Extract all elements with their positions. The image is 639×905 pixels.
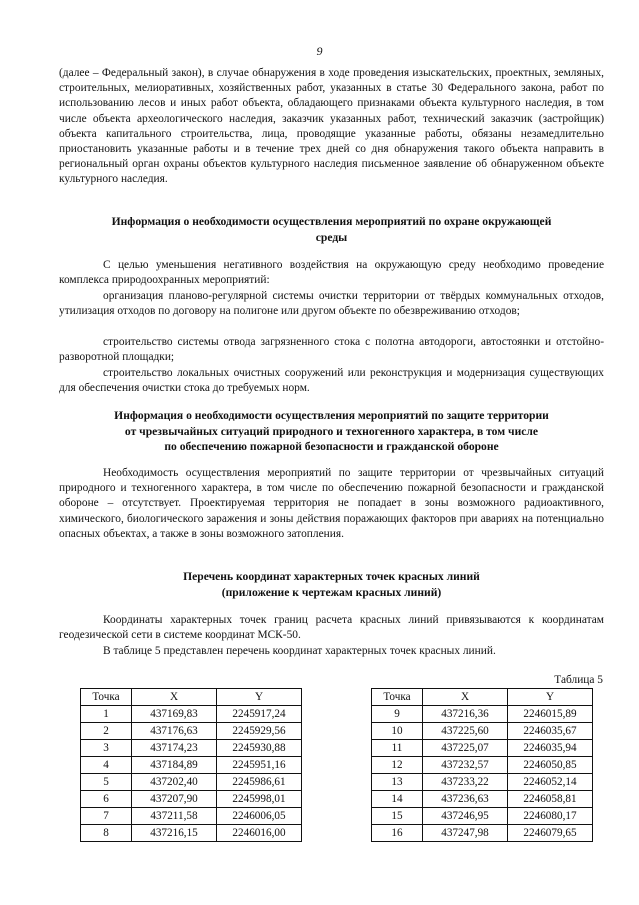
table-row — [372, 774, 593, 791]
cell-y: 2245930,88 — [217, 740, 302, 757]
table-row — [372, 808, 593, 825]
table-row — [372, 740, 593, 757]
heading-environment-line-1: Информация о необходимости осуществления мероприятий по охране окружающей — [111, 215, 552, 228]
cell-x: 437216,36 — [423, 706, 508, 723]
heading-coordinates — [59, 569, 604, 600]
cell-point: 12 — [372, 757, 423, 774]
heading-environment — [59, 214, 604, 245]
heading-emergency — [59, 408, 604, 455]
cell-x: 437207,90 — [132, 791, 217, 808]
cell-y: 2246016,00 — [217, 825, 302, 842]
page-number: 9 — [316, 44, 323, 58]
cell-x: 437225,60 — [423, 723, 508, 740]
cell-x: 437225,07 — [423, 740, 508, 757]
table-row — [81, 825, 302, 842]
cell-y: 2245951,16 — [217, 757, 302, 774]
cell-x: 437247,98 — [423, 825, 508, 842]
table-row — [81, 706, 302, 723]
table-row — [372, 825, 593, 842]
heading-coordinates-line-1: Перечень координат характерных точек красных линий — [183, 570, 480, 583]
cell-x: 437233,22 — [423, 774, 508, 791]
cell-x: 437169,83 — [132, 706, 217, 723]
environment-item-2: строительство системы отвода загрязненного стока с полотна автодороги, автостоянки и отстойно-разворотной площадки; — [59, 336, 604, 364]
paragraph-coordinates: Координаты характерных точек границ расчета красных линий привязываются к координатам геодезической сети в системе координат МСК-50. — [59, 614, 604, 642]
table-row — [81, 723, 302, 740]
heading-coordinates-line-2: (приложение к чертежам красных линий) — [221, 585, 442, 599]
cell-point: 3 — [81, 740, 132, 757]
column-header-point: Точка — [372, 689, 423, 706]
cell-x: 437246,95 — [423, 808, 508, 825]
cell-x: 437211,58 — [132, 808, 217, 825]
heading-emergency-line-3: по обеспечению пожарной безопасности и гражданской обороне — [164, 440, 499, 453]
cell-x: 437236,63 — [423, 791, 508, 808]
cell-x: 437174,23 — [132, 740, 217, 757]
cell-y: 2245986,61 — [217, 774, 302, 791]
cell-point: 6 — [81, 791, 132, 808]
table-row — [81, 808, 302, 825]
column-header-y: Y — [217, 689, 302, 706]
coordinates-table-left — [80, 688, 302, 842]
cell-point: 15 — [372, 808, 423, 825]
cell-y: 2246035,94 — [508, 740, 593, 757]
heading-emergency-line-1: Информация о необходимости осуществления мероприятий по защите территории — [114, 409, 549, 422]
heading-emergency-line-2: от чрезвычайных ситуаций природного и техногенного характера, в том числе — [124, 424, 539, 438]
cell-x: 437216,15 — [132, 825, 217, 842]
cell-y: 2246052,14 — [508, 774, 593, 791]
cell-point: 11 — [372, 740, 423, 757]
table-row — [372, 757, 593, 774]
column-header-x: X — [423, 689, 508, 706]
cell-point: 2 — [81, 723, 132, 740]
cell-y: 2246035,67 — [508, 723, 593, 740]
environment-item-1: организация планово-регулярной системы очистки территории от твёрдых коммунальных отходов, утилизация отходов по договору на полигоне или другом объекте по обезвреживанию отходов; — [59, 290, 604, 318]
cell-point: 5 — [81, 774, 132, 791]
environment-item-3: строительство локальных очистных сооружений или реконструкция и модернизация существующих для обеспечения очистки стока до требуемых норм. — [59, 367, 604, 395]
cell-y: 2245929,56 — [217, 723, 302, 740]
cell-point: 4 — [81, 757, 132, 774]
coordinates-table-right — [371, 688, 593, 842]
table-row — [81, 791, 302, 808]
table-header-row — [81, 689, 302, 706]
cell-point: 8 — [81, 825, 132, 842]
cell-x: 437184,89 — [132, 757, 217, 774]
cell-x: 437176,63 — [132, 723, 217, 740]
cell-y: 2246058,81 — [508, 791, 593, 808]
column-header-y: Y — [508, 689, 593, 706]
cell-point: 10 — [372, 723, 423, 740]
cell-point: 1 — [81, 706, 132, 723]
paragraph-emergency: Необходимость осуществления мероприятий по защите территории от чрезвычайных ситуаций природного и техногенного характера, в том числе по обеспечению пожарной безопасности и гражданской обороне – отсутствует. Проектируемая территория не попадает в зоны возможного радиоактивного, химического, биологического заражения и зоны действия поражающих факторов при авариях на потенциально опасных объектах, а также в зоны возможного затопления. — [59, 467, 604, 540]
table-row — [372, 723, 593, 740]
cell-y: 2245917,24 — [217, 706, 302, 723]
cell-point: 7 — [81, 808, 132, 825]
cell-y: 2245998,01 — [217, 791, 302, 808]
table-row — [81, 774, 302, 791]
cell-y: 2246079,65 — [508, 825, 593, 842]
table-row — [372, 706, 593, 723]
table-row — [81, 757, 302, 774]
cell-y: 2246015,89 — [508, 706, 593, 723]
cell-x: 437232,57 — [423, 757, 508, 774]
cell-point: 13 — [372, 774, 423, 791]
cell-y: 2246080,17 — [508, 808, 593, 825]
table-row — [81, 740, 302, 757]
cell-y: 2246006,05 — [217, 808, 302, 825]
table-row — [372, 791, 593, 808]
table-header-row — [372, 689, 593, 706]
heading-environment-line-2: среды — [315, 230, 348, 244]
paragraph-table-reference: В таблице 5 представлен перечень координат характерных точек красных линий. — [103, 645, 496, 657]
table-caption: Таблица 5 — [554, 674, 603, 686]
paragraph-environment-intro: С целью уменьшения негативного воздействия на окружающую среду необходимо проведение комплекса природоохранных мероприятий: — [59, 259, 604, 287]
cell-y: 2246050,85 — [508, 757, 593, 774]
column-header-x: X — [132, 689, 217, 706]
cell-point: 14 — [372, 791, 423, 808]
cell-point: 9 — [372, 706, 423, 723]
cell-x: 437202,40 — [132, 774, 217, 791]
column-header-point: Точка — [81, 689, 132, 706]
cell-point: 16 — [372, 825, 423, 842]
paragraph-cultural-heritage: (далее – Федеральный закон), в случае обнаружения в ходе проведения изыскательских, проектных, земляных, строительных, мелиоративных, хозяйственных работ, указанных в статье 30 Федерального закона, работ по использованию лесов и иных работ объекта, обладающего признаками объекта культурного наследия, в том числе объекта археологического наследия, заказчик указанных работ, технический заказчик (застройщик) объекта капитального строительства, лица, проводящие указанные работы, обязаны незамедлительно приостановить указанные работы и в течение трех дней со дня обнаружения такого объекта направить в региональный орган охраны объектов культурного наследия письменное заявление об обнаруженном объекте культурного наследия. — [59, 67, 604, 186]
